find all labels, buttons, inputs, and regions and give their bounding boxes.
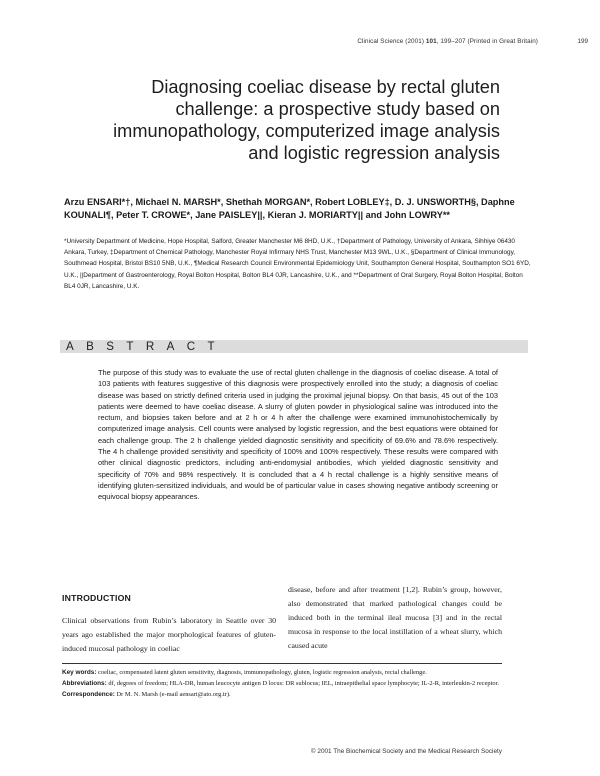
affiliations: *University Department of Medicine, Hope Hospital, Salford, Greater Manchester M6 8HD, U.K., †Department of Pathology, University of Ankara, Sihhiye 06430 Ankara, Turkey, ‡Department of Chemical Pathology, Manchester Royal Infirmary NHS Trust, Manchester M13 9WL, U.K., §Department of Clinical Immunology, Southmead Hospital, Bristol BS10 5NB, U.K., ¶Medical Research Council Environmental Epidemiology Unit, Southampton General Hospital, Southampton SO1 6YD, U.K., ||Department of Gastroenterology, Royal Bolton Hospital, Bolton BL4 0JR, Lancashire, U.K., and **Department of Oral Surgery, Royal Bolton Hospital, Bolton BL4 0JR, Lancashire, U.K. (64, 238, 531, 290)
footnote-rule (62, 663, 502, 664)
page-range: , 199–207 (Printed in Great Britain) (436, 38, 538, 45)
introduction-heading: INTRODUCTION (62, 593, 131, 603)
abstract-body: The purpose of this study was to evaluate the use of rectal gluten challenge in the diagnosis of coeliac disease. A total of 103 patients with features suggestive of this diagnosis were prospectively enrolled into the study; a diagnosis of coeliac disease was based on strictly defined criteria used in judging the proximal jejunal biopsy. On that basis, 45 out of the 103 patients were deemed to have coeliac disease. A slurry of gluten powder in physiological saline was introduced into the rectum, and biopsies taken before and at 2 h or 4 h after the challenge were examined immunohistochemically by computerized image analysis. Cell counts were analysed by logistic regression, and the best equations were obtained for each challenge group. The 2 h challenge yielded diagnostic sensitivity and specificity of 69.6% and 78.6% respectively. The 4 h challenge provided sensitivity and specificity of 100% and 100% respectively. These results were compared with other clinical diagnostic predictors, including anti-endomysial antibodies, which yielded diagnostic sensitivity and specificity of 70% and 98% respectively. It is concluded that a 4 h rectal challenge is a highly sensitive means of identifying gluten-sensitized individuals, and would be of particular value in cases showing negative antibody screening or equivocal biopsy appearances. (98, 368, 498, 502)
running-head (357, 38, 538, 45)
abbreviations-label: Abbreviations: (62, 680, 107, 687)
journal-name: Clinical Science (2001) (357, 38, 425, 45)
keywords-text: coeliac, compensated latent gluten sensitivity, diagnosis, immunopathology, gluten, logistic regression analysis, rectal challenge. (96, 669, 427, 676)
introduction-right-column: disease, before and after treatment [1,2]. Rubin’s group, however, also demonstrated that marked pathological changes could be induced both in the terminal ileal mucosa [3] and in the rectal mucosa in response to the local instillation of a wheat slurry, which caused acute (288, 585, 502, 650)
footnotes (62, 667, 502, 700)
keywords-footnote (62, 667, 502, 678)
correspondence-text: Dr M. N. Marsh (e-mail aensari@ato.org.tr). (114, 691, 231, 698)
introduction-left-column: Clinical observations from Rubin’s laboratory in Seattle over 30 years ago established the major morphological features of gluten-induced mucosal pathology in coeliac (62, 616, 276, 653)
abstract-heading: ABSTRACT (66, 340, 228, 353)
copyright-notice: © 2001 The Biochemical Society and the Medical Research Society (310, 748, 502, 755)
abbreviations-text: df, degrees of freedom; HLA-DR, human leucocyte antigen D locus: DR sublocus; IEL, intraepithelial space lymphocyte; IL-2-R, interleukin-2 receptor. (106, 680, 499, 687)
article-title: Diagnosing coeliac disease by rectal gluten challenge: a prospective study based on immunopathology, computerized image analysis and logistic regression analysis (113, 77, 500, 163)
author-list: Arzu ENSARI*†, Michael N. MARSH*, Shethah MORGAN*, Robert LOBLEY‡, D. J. UNSWORTH§, Daphne KOUNALI¶, Peter T. CROWE*, Jane PAISLEY||, Kieran J. MORIARTY|| and John LOWRY** (64, 197, 515, 220)
abbreviations-footnote (62, 678, 502, 689)
correspondence-footnote (62, 689, 502, 700)
page-number: 199 (577, 38, 588, 45)
correspondence-label: Correspondence: (62, 691, 115, 698)
volume-number: 101 (425, 38, 437, 45)
keywords-label: Key words: (62, 669, 97, 676)
